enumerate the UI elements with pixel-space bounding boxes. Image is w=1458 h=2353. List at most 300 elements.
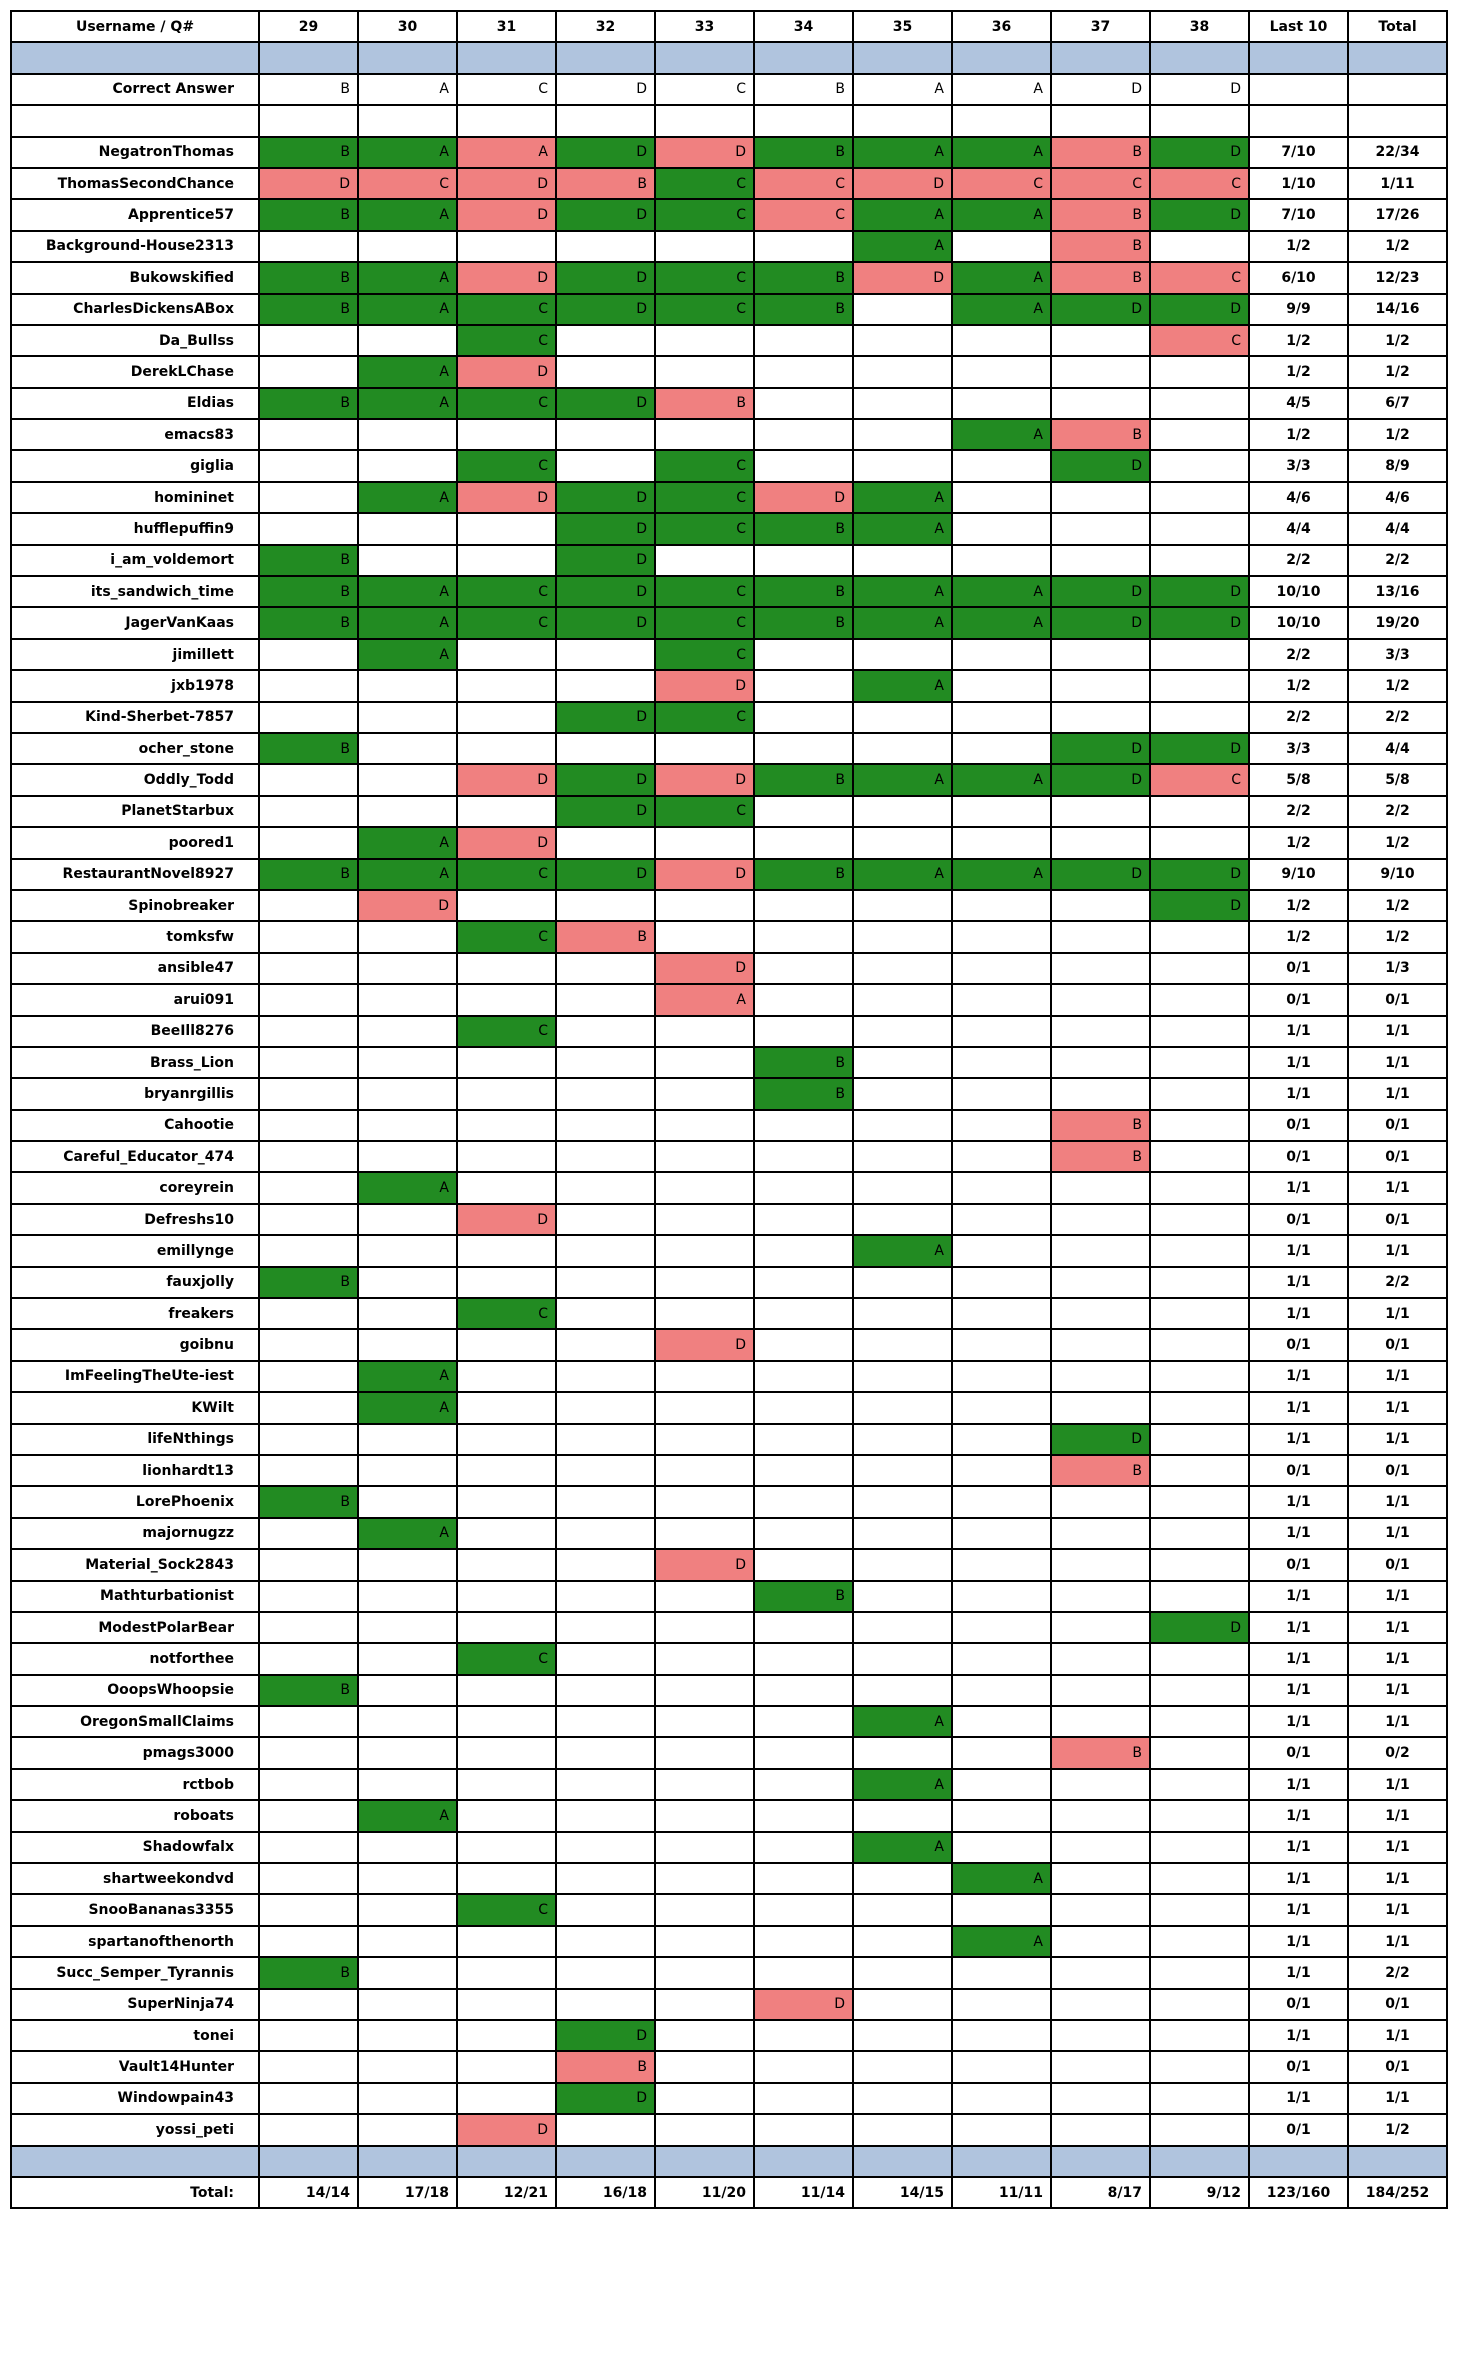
total-score: 2/2 [1348,545,1447,576]
answer-cell [1150,1329,1249,1360]
answer-cell [457,1424,556,1455]
last10-score: 10/10 [1249,576,1348,607]
answer-cell: B [259,294,358,325]
answer-cell [1150,1361,1249,1392]
answer-cell [556,890,655,921]
answer-cell [754,1706,853,1737]
answer-cell: A [358,482,457,513]
answer-cell: D [556,137,655,168]
answer-cell [358,545,457,576]
answer-cell [259,1549,358,1580]
player-row [11,1612,1447,1643]
answer-cell: A [853,607,952,638]
answer-cell [259,231,358,262]
empty-cell [457,105,556,136]
answer-cell [358,1612,457,1643]
last10-score: 1/2 [1249,827,1348,858]
question-total: 12/21 [457,2177,556,2208]
answer-cell: D [457,482,556,513]
answer-cell: B [556,168,655,199]
player-name: Careful_Educator_474 [11,1141,259,1172]
answer-cell: B [259,576,358,607]
answer-cell [853,1172,952,1203]
player-row [11,2083,1447,2114]
player-row [11,1518,1447,1549]
answer-cell [952,1361,1051,1392]
answer-cell [259,1204,358,1235]
player-row [11,1486,1447,1517]
answer-cell: D [1150,733,1249,764]
answer-cell [259,1047,358,1078]
last10-score: 9/10 [1249,859,1348,890]
answer-cell [655,231,754,262]
answer-cell [358,1235,457,1266]
total-score: 1/2 [1348,231,1447,262]
player-name: Background-House2313 [11,231,259,262]
answer-cell [853,953,952,984]
answer-cell: D [1051,607,1150,638]
total-score: 12/23 [1348,262,1447,293]
answer-cell [1051,1298,1150,1329]
answer-cell: C [655,168,754,199]
answer-cell: A [952,764,1051,795]
answer-cell [1051,1518,1150,1549]
answer-cell [952,1581,1051,1612]
answer-cell [358,984,457,1015]
answer-cell [655,1361,754,1392]
band-cell [1348,42,1447,73]
answer-cell [1051,1894,1150,1925]
answer-cell [259,1926,358,1957]
answer-cell [853,2083,952,2114]
answer-cell [259,984,358,1015]
answer-cell: D [1150,859,1249,890]
total-score: 1/1 [1348,1769,1447,1800]
correct-answer-cell: D [1150,74,1249,105]
player-name: Kind-Sherbet-7857 [11,702,259,733]
answer-cell: D [556,513,655,544]
answer-cell [457,1675,556,1706]
answer-cell [655,1832,754,1863]
player-row [11,1141,1447,1172]
answer-cell [457,670,556,701]
total-score: 1/2 [1348,827,1447,858]
answer-cell [457,513,556,544]
answer-cell: A [952,137,1051,168]
answer-cell [358,1894,457,1925]
answer-cell [259,1832,358,1863]
answer-cell [655,1706,754,1737]
empty-cell [655,105,754,136]
answer-cell [457,419,556,450]
player-name: NegatronThomas [11,137,259,168]
total-score: 0/1 [1348,1329,1447,1360]
last10-score: 0/1 [1249,1329,1348,1360]
player-name: goibnu [11,1329,259,1360]
answer-cell: A [358,294,457,325]
answer-cell [1150,921,1249,952]
answer-cell [754,388,853,419]
total-score: 1/1 [1348,1078,1447,1109]
answer-cell [952,796,1051,827]
answer-cell [754,1329,853,1360]
answer-cell [259,1706,358,1737]
answer-cell [1051,1361,1150,1392]
player-row [11,1078,1447,1109]
answer-cell [1150,1078,1249,1109]
total-score: 5/8 [1348,764,1447,795]
total-score: 8/9 [1348,450,1447,481]
answer-cell [952,1235,1051,1266]
answer-cell: B [754,576,853,607]
answer-cell [457,1078,556,1109]
footer-band [11,2146,1447,2177]
answer-cell [1150,953,1249,984]
band-cell [358,42,457,73]
answer-cell [853,2114,952,2145]
answer-cell [754,1141,853,1172]
answer-cell [556,1361,655,1392]
answer-cell [1051,1643,1150,1674]
answer-cell [556,1172,655,1203]
answer-cell [1150,1141,1249,1172]
answer-cell [655,1235,754,1266]
player-name: bryanrgillis [11,1078,259,1109]
answer-cell: C [457,1643,556,1674]
answer-cell: C [655,639,754,670]
last10-score: 0/1 [1249,984,1348,1015]
player-name: homininet [11,482,259,513]
answer-cell [259,1455,358,1486]
answer-cell [1051,2020,1150,2051]
player-name: i_am_voldemort [11,545,259,576]
band-cell [556,42,655,73]
total-score: 3/3 [1348,639,1447,670]
total-score: 1/1 [1348,1047,1447,1078]
answer-cell [1051,1769,1150,1800]
player-name: tonei [11,2020,259,2051]
player-row [11,702,1447,733]
answer-cell [259,1016,358,1047]
answer-cell [853,1612,952,1643]
answer-cell [556,450,655,481]
last10-score: 1/1 [1249,1957,1348,1988]
answer-cell [754,1549,853,1580]
answer-cell [457,1989,556,2020]
total-score: 2/2 [1348,702,1447,733]
answer-cell: D [1051,733,1150,764]
answer-cell [655,1863,754,1894]
correct-answer-cell: A [853,74,952,105]
total-score: 9/10 [1348,859,1447,890]
answer-cell: A [358,388,457,419]
answer-cell [754,2020,853,2051]
band-cell [952,2146,1051,2177]
correct-answer-cell: C [457,74,556,105]
answer-cell [655,545,754,576]
answer-cell [754,1361,853,1392]
answer-cell [457,702,556,733]
answer-cell: A [358,859,457,890]
answer-cell: D [556,2020,655,2051]
answer-cell [1051,890,1150,921]
answer-cell [754,1110,853,1141]
answer-cell [358,733,457,764]
answer-cell [556,1612,655,1643]
answer-cell [556,1298,655,1329]
answer-cell [655,1110,754,1141]
answer-cell: D [556,388,655,419]
answer-cell [952,639,1051,670]
answer-cell [952,1078,1051,1109]
answer-cell [457,1863,556,1894]
last10-total: 123/160 [1249,2177,1348,2208]
player-row [11,1361,1447,1392]
answer-cell [1150,1737,1249,1768]
answer-cell [853,1141,952,1172]
answer-cell [1150,1894,1249,1925]
player-name: ansible47 [11,953,259,984]
answer-cell [358,2051,457,2082]
last10-score: 1/1 [1249,1518,1348,1549]
answer-cell [754,356,853,387]
answer-cell: D [853,262,952,293]
answer-cell [556,1392,655,1423]
answer-cell [655,356,754,387]
answer-cell: B [259,1486,358,1517]
answer-cell [457,1329,556,1360]
answer-cell [556,1581,655,1612]
player-row [11,1455,1447,1486]
last10-score: 0/1 [1249,953,1348,984]
answer-cell [754,325,853,356]
answer-cell: D [655,764,754,795]
answer-cell: A [952,294,1051,325]
last10-score: 0/1 [1249,2051,1348,2082]
answer-cell [1051,953,1150,984]
answer-cell [1051,1078,1150,1109]
answer-cell [556,419,655,450]
answer-cell [655,1298,754,1329]
total-score: 1/1 [1348,2020,1447,2051]
totals-row [11,2177,1447,2208]
answer-cell [655,1989,754,2020]
answer-cell: D [358,890,457,921]
player-row [11,2114,1447,2145]
answer-cell [358,1204,457,1235]
band-cell [853,2146,952,2177]
answer-cell [556,231,655,262]
answer-cell: D [655,1329,754,1360]
correct-answer-cell: D [1051,74,1150,105]
player-name: its_sandwich_time [11,576,259,607]
answer-cell [754,796,853,827]
player-row [11,1675,1447,1706]
answer-cell [853,733,952,764]
answer-cell [1051,670,1150,701]
answer-cell [556,1675,655,1706]
last10-score: 7/10 [1249,137,1348,168]
answer-cell [457,1235,556,1266]
answer-cell [457,1141,556,1172]
answer-cell [754,1172,853,1203]
answer-cell: B [1051,199,1150,230]
answer-cell: B [259,388,358,419]
header-q38: 38 [1150,11,1249,42]
answer-cell: A [358,1518,457,1549]
answer-cell: B [754,1078,853,1109]
player-name: ocher_stone [11,733,259,764]
answer-cell [259,639,358,670]
last10-score: 2/2 [1249,545,1348,576]
answer-cell: B [754,764,853,795]
answer-cell: C [457,325,556,356]
answer-cell: D [556,199,655,230]
answer-cell [556,1800,655,1831]
last10-score: 1/1 [1249,1424,1348,1455]
answer-cell: A [358,576,457,607]
answer-cell [1051,1706,1150,1737]
answer-cell: A [358,199,457,230]
answer-cell: A [853,576,952,607]
answer-cell [457,545,556,576]
answer-cell [655,1518,754,1549]
answer-cell [259,450,358,481]
answer-cell [853,1267,952,1298]
player-row [11,1643,1447,1674]
answer-cell: B [259,733,358,764]
empty-cell [358,105,457,136]
answer-cell [358,1989,457,2020]
answer-cell [556,1643,655,1674]
last10-score: 1/1 [1249,1800,1348,1831]
answer-cell: A [853,670,952,701]
answer-cell [358,419,457,450]
answer-cell [952,1989,1051,2020]
answer-cell [853,639,952,670]
answer-cell [259,1172,358,1203]
player-row [11,168,1447,199]
answer-cell [754,1926,853,1957]
last10-score: 1/1 [1249,1832,1348,1863]
answer-cell: A [952,199,1051,230]
answer-cell: B [556,2051,655,2082]
player-name: Vault14Hunter [11,2051,259,2082]
player-row [11,2051,1447,2082]
answer-cell: D [457,827,556,858]
answer-cell [556,1737,655,1768]
player-row [11,2020,1447,2051]
answer-cell: D [457,1204,556,1235]
answer-cell: D [1150,294,1249,325]
correct-answer-cell: D [556,74,655,105]
answer-cell [259,1298,358,1329]
answer-cell: A [853,1235,952,1266]
answer-cell [556,1894,655,1925]
answer-cell: C [655,262,754,293]
answer-cell [1051,1800,1150,1831]
header-q37: 37 [1051,11,1150,42]
answer-cell [754,1298,853,1329]
band-cell [1150,42,1249,73]
answer-cell: A [952,576,1051,607]
empty-cell [556,105,655,136]
answer-cell [754,2051,853,2082]
answer-cell [754,1643,853,1674]
answer-cell [853,294,952,325]
answer-cell: C [358,168,457,199]
answer-cell [259,1737,358,1768]
answer-cell [556,827,655,858]
total-score: 1/1 [1348,1298,1447,1329]
player-name: CharlesDickensABox [11,294,259,325]
answer-cell: A [853,513,952,544]
answer-cell [358,1078,457,1109]
totals-label: Total: [11,2177,259,2208]
answer-cell [754,733,853,764]
answer-cell [853,984,952,1015]
answer-cell [853,1204,952,1235]
answer-cell: A [952,419,1051,450]
answer-cell [259,670,358,701]
band-cell [11,42,259,73]
answer-cell [1051,639,1150,670]
answer-cell [952,1800,1051,1831]
player-name: Spinobreaker [11,890,259,921]
player-row [11,482,1447,513]
total-score: 22/34 [1348,137,1447,168]
empty-cell [952,105,1051,136]
answer-cell [358,1832,457,1863]
player-row [11,1172,1447,1203]
answer-cell [655,1016,754,1047]
question-total: 14/14 [259,2177,358,2208]
answer-cell [853,796,952,827]
player-name: ModestPolarBear [11,1612,259,1643]
total-score: 1/1 [1348,1926,1447,1957]
answer-cell [754,984,853,1015]
player-row [11,1298,1447,1329]
answer-cell [1051,1675,1150,1706]
last10-score: 1/2 [1249,419,1348,450]
answer-cell [556,1832,655,1863]
question-total: 8/17 [1051,2177,1150,2208]
header-total: Total [1348,11,1447,42]
player-row [11,1957,1447,1988]
answer-cell [952,325,1051,356]
answer-cell [655,1424,754,1455]
answer-cell [358,1455,457,1486]
answer-cell: A [952,859,1051,890]
answer-cell: D [556,764,655,795]
band-cell [1348,2146,1447,2177]
answer-cell: B [754,137,853,168]
answer-cell [952,1047,1051,1078]
answer-cell: A [853,1706,952,1737]
answer-cell [259,1361,358,1392]
answer-cell [1051,325,1150,356]
last10-score: 1/1 [1249,1675,1348,1706]
player-name: Eldias [11,388,259,419]
answer-cell [754,1235,853,1266]
answer-cell: B [1051,262,1150,293]
player-name: roboats [11,1800,259,1831]
total-score: 1/1 [1348,1863,1447,1894]
answer-cell: D [1150,607,1249,638]
last10-score: 1/2 [1249,890,1348,921]
answer-cell [853,1424,952,1455]
answer-cell: A [853,231,952,262]
